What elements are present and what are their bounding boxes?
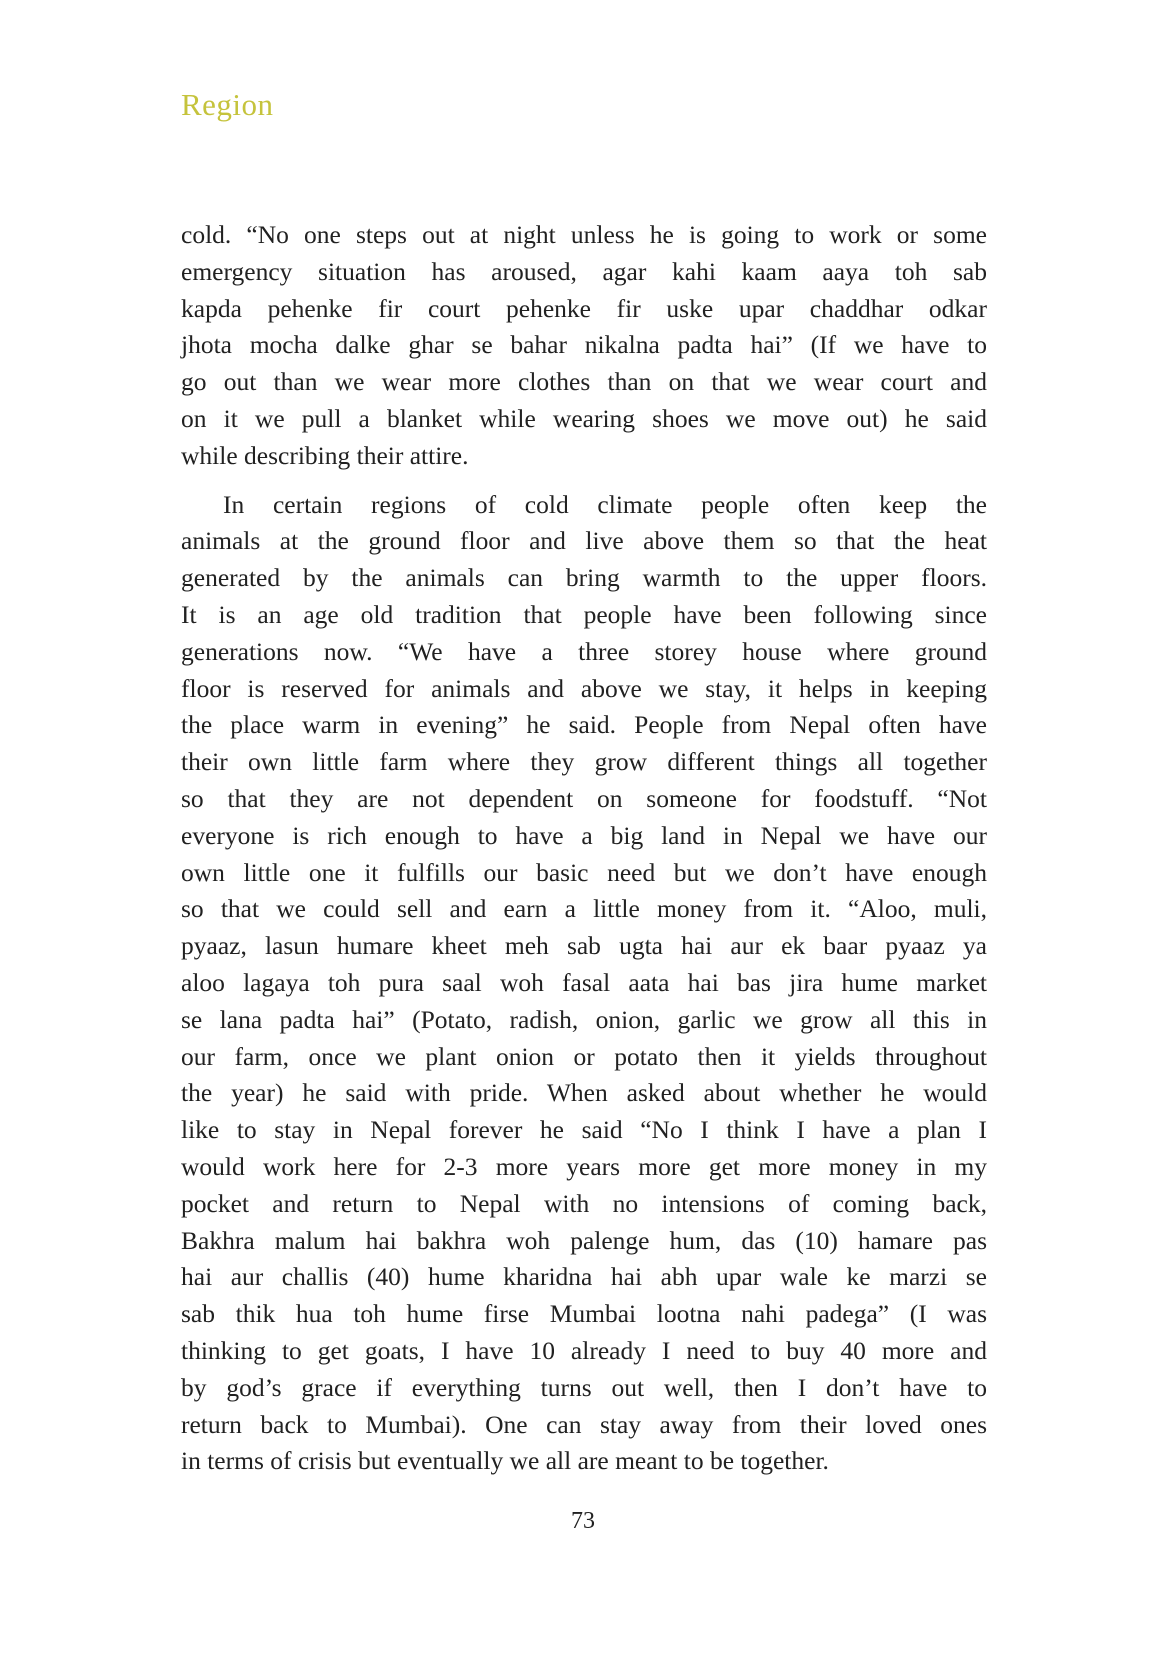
text-line: like to stay in Nepal forever he said “No I think I have a plan I	[181, 1115, 987, 1145]
text-line: generated by the animals can bring warmth to the upper floors.	[181, 563, 987, 593]
text-line: so that we could sell and earn a little money from it. “Aloo, muli,	[181, 894, 987, 924]
text-line: our farm, once we plant onion or potato then it yields throughout	[181, 1041, 987, 1071]
text-line: on it we pull a blanket while wearing shoes we move out) he said	[181, 403, 987, 433]
paragraph	[181, 217, 987, 475]
text-line: return back to Mumbai). One can stay away from their loved ones	[181, 1409, 987, 1439]
text-line: while describing their attire.	[181, 440, 469, 470]
text-line: go out than we wear more clothes than on that we wear court and	[181, 367, 987, 397]
text-line: emergency situation has aroused, agar kahi kaam aaya toh sab	[181, 256, 987, 286]
text-line: sab thik hua toh hume firse Mumbai lootna nahi padega” (I was	[181, 1299, 987, 1329]
text-line: pyaaz, lasun humare kheet meh sab ugta hai aur ek baar pyaaz ya	[181, 931, 987, 961]
text-line: by god’s grace if everything turns out well, then I don’t have to	[181, 1372, 987, 1402]
text-line: se lana padta hai” (Potato, radish, onion, garlic we grow all this in	[181, 1004, 987, 1034]
text-line: so that they are not dependent on someone for foodstuff. “Not	[181, 783, 987, 813]
text-line: generations now. “We have a three storey house where ground	[181, 636, 987, 666]
body-text	[181, 217, 987, 1480]
text-line: kapda pehenke fir court pehenke fir uske upar chaddhar odkar	[181, 293, 987, 323]
text-line: the place warm in evening” he said. People from Nepal often have	[181, 710, 987, 740]
text-line: own little one it fulfills our basic need but we don’t have enough	[181, 857, 987, 887]
text-line: in terms of crisis but eventually we all are meant to be together.	[181, 1446, 829, 1476]
text-line: It is an age old tradition that people have been following since	[181, 599, 987, 629]
running-header: Region	[181, 87, 274, 122]
text-line: their own little farm where they grow different things all together	[181, 747, 987, 777]
text-line: would work here for 2-3 more years more get more money in my	[181, 1151, 987, 1181]
text-line: the year) he said with pride. When asked about whether he would	[181, 1078, 987, 1108]
text-line: hai aur challis (40) hume kharidna hai abh upar wale ke marzi se	[181, 1262, 987, 1292]
text-line: cold. “No one steps out at night unless he is going to work or some	[181, 220, 987, 249]
text-line: Bakhra malum hai bakhra woh palenge hum, das (10) hamare pas	[181, 1225, 987, 1255]
text-line: animals at the ground floor and live above them so that the heat	[181, 526, 987, 556]
text-line: floor is reserved for animals and above we stay, it helps in keeping	[181, 673, 987, 703]
text-line: everyone is rich enough to have a big land in Nepal we have our	[181, 820, 987, 850]
text-line: thinking to get goats, I have 10 already I need to buy 40 more and	[181, 1335, 987, 1365]
text-line: aloo lagaya toh pura saal woh fasal aata hai bas jira hume market	[181, 967, 987, 997]
text-line: jhota mocha dalke ghar se bahar nikalna padta hai” (If we have to	[181, 330, 987, 360]
text-line: In certain regions of cold climate people often keep the	[223, 489, 987, 519]
paragraph	[181, 487, 987, 1481]
text-line: pocket and return to Nepal with no intensions of coming back,	[181, 1188, 987, 1218]
page-number: 73	[571, 1508, 595, 1534]
